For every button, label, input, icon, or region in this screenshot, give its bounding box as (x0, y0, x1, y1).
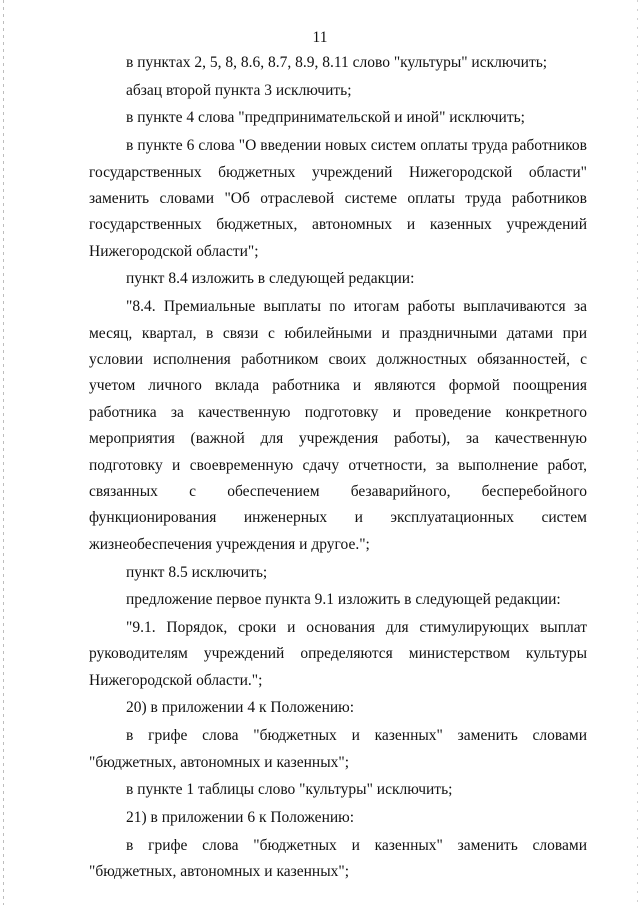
document-body (89, 50, 587, 887)
paragraph-3: в пункте 4 слова "предпринимательской и иной" исключить; (126, 109, 525, 127)
paragraph-10: 20) в приложении 4 к Положению: (126, 699, 355, 717)
paragraph-12: в пункте 1 таблицы слово "культуры" исключить; (126, 781, 453, 799)
scan-edge-left (3, 0, 4, 905)
paragraph-8: предложение первое пункта 9.1 изложить в следующей редакции: (126, 591, 561, 609)
paragraph-13: 21) в приложении 6 к Положению: (126, 808, 355, 826)
paragraph-14: в грифе слова "бюджетных и казенных" заменить словами "бюджетных, автономных и казенных"; (89, 836, 587, 881)
paragraph-9: "9.1. Порядок, сроки и основания для стимулирующих выплат руководителям учреждений определяются министерством культуры Нижегородской области."; (89, 618, 587, 689)
paragraph-11: в грифе слова "бюджетных и казенных" заменить словами "бюджетных, автономных и казенных"; (89, 727, 587, 771)
paragraph-5: пункт 8.4 изложить в следующей редакции: (126, 270, 415, 288)
scan-edge-right (637, 0, 638, 905)
paragraph-4: в пункте 6 слова "О введении новых систем оплаты труда работников государственных бюджетных учреждений Нижегородской области" заменить словами "Об отраслевой системе оплаты труда работников государственных бюджетных, автономных и казенных учреждений Нижегородской области"; (89, 137, 587, 260)
paragraph-6: "8.4. Премиальные выплаты по итогам работы выплачиваются за месяц, квартал, в связи с юбилейными и праздничными датами при условии исполнения работником своих должностных обязанностей, с учетом личного вклада работника и являются формой поощрения работника за качественную подготовку и проведение конкретного мероприятия (важной для учреждения работы), за качественную подготовку и своевременную сдачу отчетности, за выполнение работ, связанных с обеспечением безаварийного, бесперебойного функционирования инженерных и эксплуатационных систем жизнеобеспечения учреждения и другое."; (89, 298, 587, 553)
paragraph-2: абзац второй пункта 3 исключить; (126, 81, 352, 99)
paragraph-7: пункт 8.5 исключить; (126, 563, 268, 581)
page-number: 11 (312, 29, 328, 46)
paragraph-1: в пунктах 2, 5, 8, 8.6, 8.7, 8.9, 8.11 слово "культуры" исключить; (126, 54, 548, 71)
